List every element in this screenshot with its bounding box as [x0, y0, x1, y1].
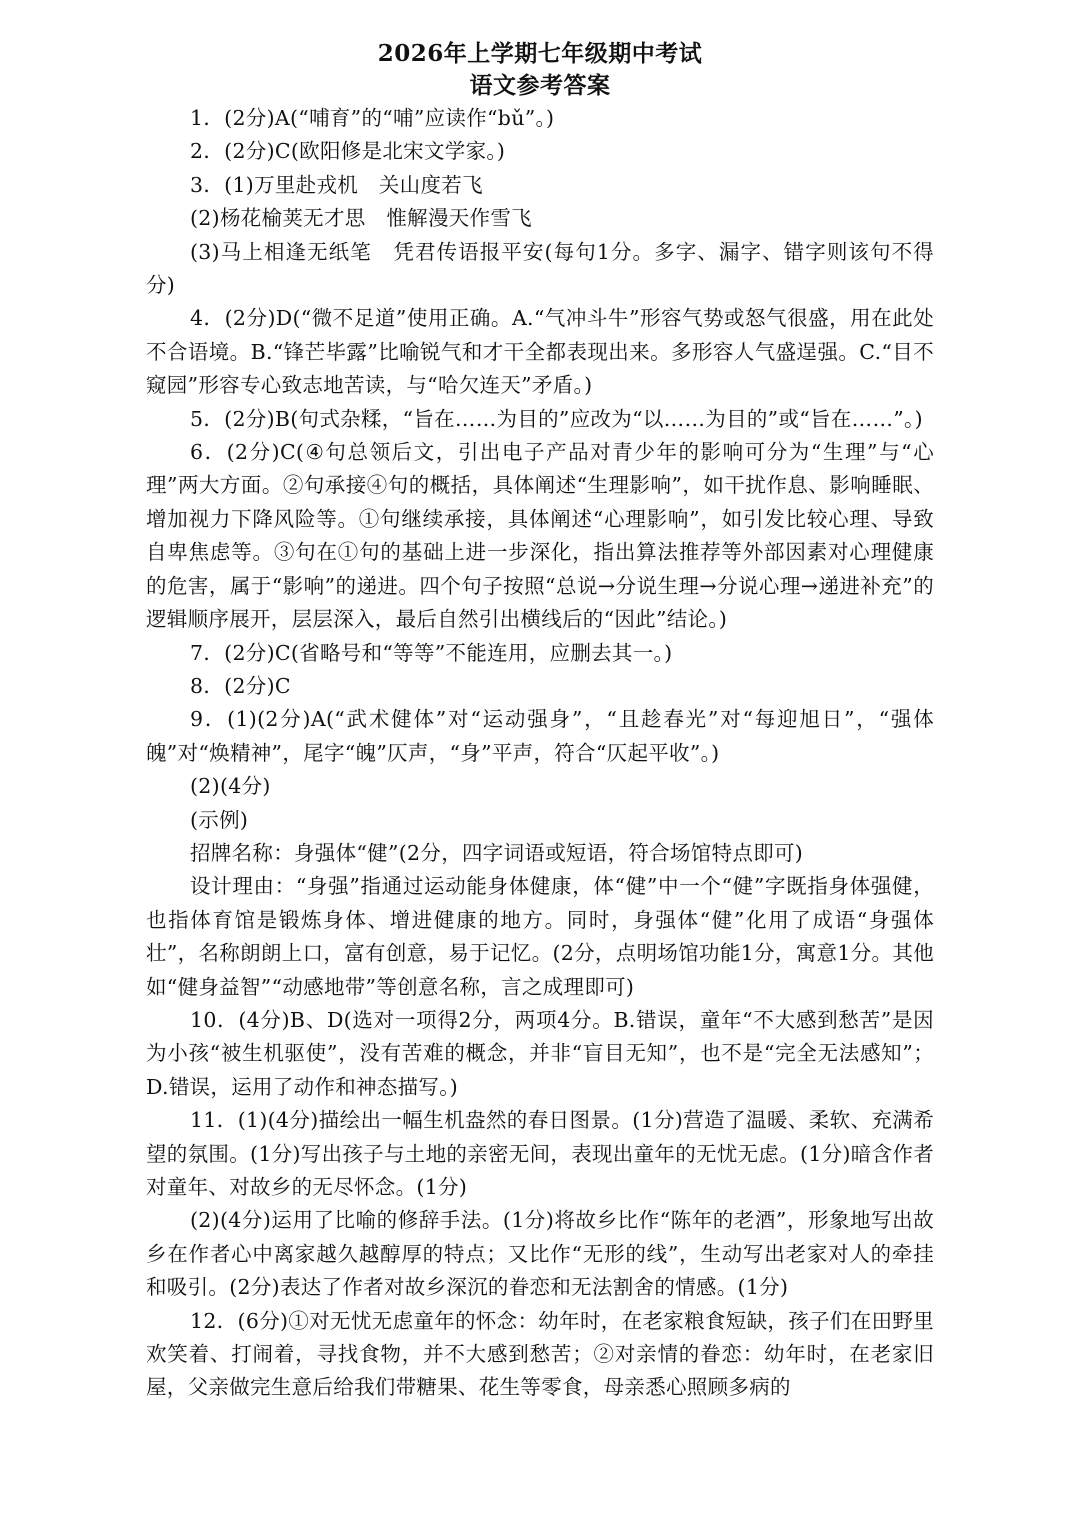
- document-subtitle: 语文参考答案: [469, 72, 611, 99]
- answer-item-5: 5．(2分)B(句式杂糅，“旨在……为目的”应改为“以……为目的”或“旨在……”。): [190, 406, 923, 431]
- answer-item-9-example-label: (示例): [190, 807, 249, 832]
- answer-item-11-part-2: (2)(4分)运用了比喻的修辞手法。(1分)将故乡比作“陈年的老酒”，形象地写出故乡在作者心中离家越久越醇厚的特点；又比作“无形的线”，生动写出老家对人的牵挂和吸引。(2分)表达了作者对故乡深沉的眷恋和无法割舍的情感。(1分): [146, 1208, 934, 1300]
- answer-item-9-part-1: 9．(1)(2分)A(“武术健体”对“运动强身”，“且趁春光”对“每迎旭日”，“强体魄”对“焕精神”，尾字“魄”仄声，“身”平声，符合“仄起平收”。): [146, 707, 934, 765]
- answer-item-3-part-3: (3)马上相逢无纸笔 凭君传语报平安(每句1分。多字、漏字、错字则该句不得分): [146, 239, 934, 298]
- exam-title: 2026年上学期七年级期中考试: [377, 40, 703, 67]
- answer-item-2: 2．(2分)C(欧阳修是北宋文学家。): [190, 139, 506, 164]
- answer-list: [146, 102, 934, 1405]
- answer-item-12: 12．(6分)①对无忧无虑童年的怀念：幼年时，在老家粮食短缺，孩子们在田野里欢笑着、打闹着，寻找食物，并不大感到愁苦；②对亲情的眷恋：幼年时，在老家旧屋，父亲做完生意后给我们带糖果、花生等零食，母亲悉心照顾多病的: [146, 1308, 934, 1400]
- answer-item-7: 7．(2分)C(省略号和“等等”不能连用，应删去其一。): [190, 640, 673, 665]
- answer-item-9-part-2: (2)(4分): [190, 774, 271, 799]
- answer-item-8: 8．(2分)C: [190, 673, 291, 698]
- answer-item-9-sign-name: 招牌名称：身强体“健”(2分，四字词语或短语，符合场馆特点即可): [190, 840, 804, 865]
- answer-item-1: 1．(2分)A(“哺育”的“哺”应读作“bǔ”。): [190, 106, 555, 130]
- answer-item-6: 6．(2分)C(④句总领后文，引出电子产品对青少年的影响可分为“生理”与“心理”两大方面。②句承接④句的概括，具体阐述“生理影响”，如干扰作息、影响睡眠、增加视力下降风险等。①句继续承接，具体阐述“心理影响”，如引发比较心理、导致自卑焦虑等。③句在①句的基础上进一步深化，指出算法推荐等外部因素对心理健康的危害，属于“影响”的递进。四个句子按照“总说→分说生理→分说心理→递进补充”的逻辑顺序展开，层层深入，最后自然引出横线后的“因此”结论。): [146, 440, 934, 632]
- answer-item-9-design-reason: 设计理由：“身强”指通过运动能身体健康，体“健”中一个“健”字既指身体强健，也指体育馆是锻炼身体、增进健康的地方。同时，身强体“健”化用了成语“身强体壮”，名称朗朗上口，富有创意，易于记忆。(2分，点明场馆功能1分，寓意1分。其他如“健身益智”“动感地带”等创意名称，言之成理即可): [146, 874, 934, 999]
- answer-item-4: 4．(2分)D(“微不足道”使用正确。A.“气冲斗牛”形容气势或怒气很盛，用在此处不合语境。B.“锋芒毕露”比喻锐气和才干全都表现出来。多形容人气盛逞强。C.“目不窥园”形容专心致志地苦读，与“哈欠连天”矛盾。): [146, 306, 934, 398]
- answer-item-11-part-1: 11．(1)(4分)描绘出一幅生机盎然的春日图景。(1分)营造了温暖、柔软、充满希望的氛围。(1分)写出孩子与土地的亲密无间，表现出童年的无忧无虑。(1分)暗含作者对童年、对故乡的无尽怀念。(1分): [146, 1108, 934, 1199]
- answer-item-10: 10．(4分)B、D(选对一项得2分，两项4分。B.错误，童年“不大感到愁苦”是因为小孩“被生机驱使”，没有苦难的概念，并非“盲目无知”，也不是“完全无法感知”；D.错误，运用了动作和神态描写。): [146, 1007, 934, 1099]
- answer-item-3-part-1: 3．(1)万里赴戎机 关山度若飞: [190, 172, 483, 197]
- answer-item-3-part-2: (2)杨花榆荚无才思 惟解漫天作雪飞: [190, 206, 532, 231]
